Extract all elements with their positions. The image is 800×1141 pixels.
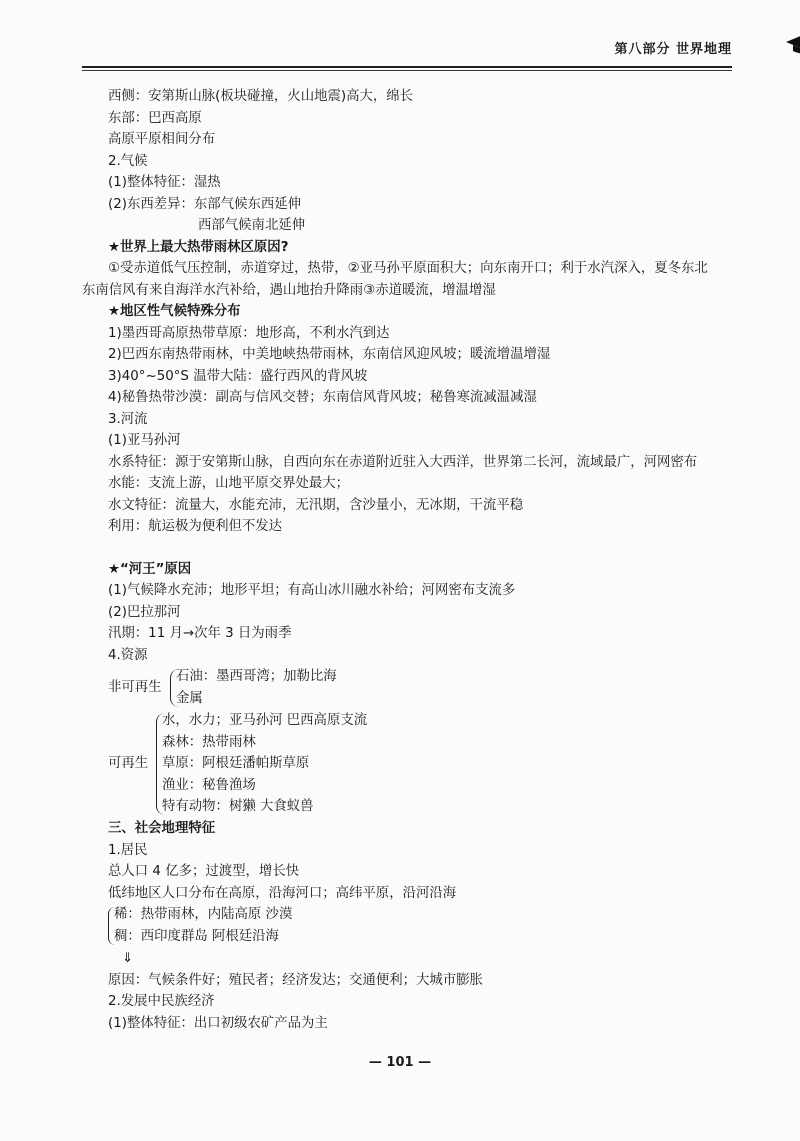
header-rule xyxy=(82,66,732,68)
text-line: (1)亚马孙河 xyxy=(108,433,181,448)
page-number: — 101 — xyxy=(368,1055,432,1070)
list-item: 渔业：秘鲁渔场 xyxy=(162,777,256,793)
question-heading: ★“河王”原因 xyxy=(108,561,192,577)
text-line: 2)巴西东南热带雨林，中美地峡热带雨林，东南信风迎风坡；暖流增温增湿 xyxy=(108,347,551,362)
question-heading: ★世界上最大热带雨林区原因? xyxy=(108,239,289,255)
list-item: 森林：热带雨林 xyxy=(162,734,256,750)
list-item: 特有动物：树獭 大食蚁兽 xyxy=(162,799,314,814)
text-line: 4)秘鲁热带沙漠：副高与信风交替；东南信风背风坡；秘鲁寒流减温减湿 xyxy=(108,390,537,405)
text-line: 低纬地区人口分布在高原，沿海河口；高纬平原，沿河沿海 xyxy=(108,885,457,901)
text-line: 1)墨西哥高原热带草原：地形高，不利水汽到达 xyxy=(108,325,390,341)
text-line: 西部气候南北延伸 xyxy=(198,218,306,233)
spacer xyxy=(108,538,738,559)
text-line: 东南信风有来自海洋水汽补给，遇山地抬升降雨③赤道暖流，增温增湿 xyxy=(82,282,496,298)
section-heading: 3.河流 xyxy=(108,411,148,427)
down-arrow-icon: ⇓ xyxy=(122,951,134,966)
section-heading: 4.资源 xyxy=(108,647,148,663)
list-item: 草原：阿根廷潘帕斯草原 xyxy=(162,756,310,771)
text-line: 3)40°~50°S 温带大陆：盛行西风的背风坡 xyxy=(108,368,368,384)
section-heading: 2.气候 xyxy=(108,153,148,169)
list-item: 稀：热带雨林，内陆高原 沙漠 xyxy=(114,907,293,922)
list-item: 金属 xyxy=(176,690,203,706)
text-line: (1)气候降水充沛；地形平坦；有高山冰川融水补给；河网密布支流多 xyxy=(108,583,516,598)
page-header xyxy=(614,38,732,57)
section-heading: 2.发展中民族经济 xyxy=(108,994,215,1009)
renewable-resources xyxy=(108,710,738,818)
section-heading: 1.居民 xyxy=(108,842,148,858)
text-line: 汛期：11 月→次年 3 日为雨季 xyxy=(108,626,292,641)
text-line: 水能：支流上游，山地平原交界处最大； xyxy=(108,476,350,491)
text-line: 利用：航运极为便利但不发达 xyxy=(108,519,283,534)
nonrenewable-label: 非可再生 xyxy=(108,680,162,695)
renewable-label: 可再生 xyxy=(108,756,149,771)
list-item: 水，水力；亚马孙河 巴西高原支流 xyxy=(162,713,368,728)
graduation-cap-icon xyxy=(784,32,800,56)
nonrenewable-resources xyxy=(108,666,738,710)
page-content xyxy=(82,86,738,1034)
text-line: 水文特征：流量大，水能充沛，无汛期，含沙量小，无冰期，干流平稳 xyxy=(108,497,524,513)
text-line: (1)整体特征：湿热 xyxy=(108,175,221,190)
text-line: (2)巴拉那河 xyxy=(108,604,181,620)
population-density xyxy=(108,904,738,948)
text-line: 总人口 4 亿多；过渡型，增长快 xyxy=(108,864,300,879)
text-line: ①受赤道低气压控制，赤道穿过，热带，②亚马孙平原面积大；向东南开口；利于水汽深入，夏冬东北 xyxy=(108,261,708,276)
text-line: 水系特征：源于安第斯山脉，自西向东在赤道附近驻入大西洋，世界第二长河，流域最广，河网密布 xyxy=(108,454,698,470)
text-line: 西侧：安第斯山脉(板块碰撞，火山地震)高大，绵长 xyxy=(108,89,414,104)
section-heading: 三、社会地理特征 xyxy=(108,821,216,836)
text-line: (1)整体特征：出口初级农矿产品为主 xyxy=(108,1015,328,1031)
question-heading: ★地区性气候特殊分布 xyxy=(108,304,241,319)
text-line: 高原平原相间分布 xyxy=(108,132,216,147)
header-rule-thin xyxy=(82,70,732,71)
text-line: 原因：气候条件好；殖民者；经济发达；交通便利；大城市膨胀 xyxy=(108,972,483,988)
list-item: 石油：墨西哥湾；加勒比海 xyxy=(176,669,337,684)
list-item: 稠：西印度群岛 阿根廷沿海 xyxy=(114,928,279,944)
text-line: 东部：巴西高原 xyxy=(108,110,202,126)
header-title: 第八部分 世界地理 xyxy=(614,42,732,57)
text-line: (2)东西差异：东部气候东西延伸 xyxy=(108,196,302,212)
